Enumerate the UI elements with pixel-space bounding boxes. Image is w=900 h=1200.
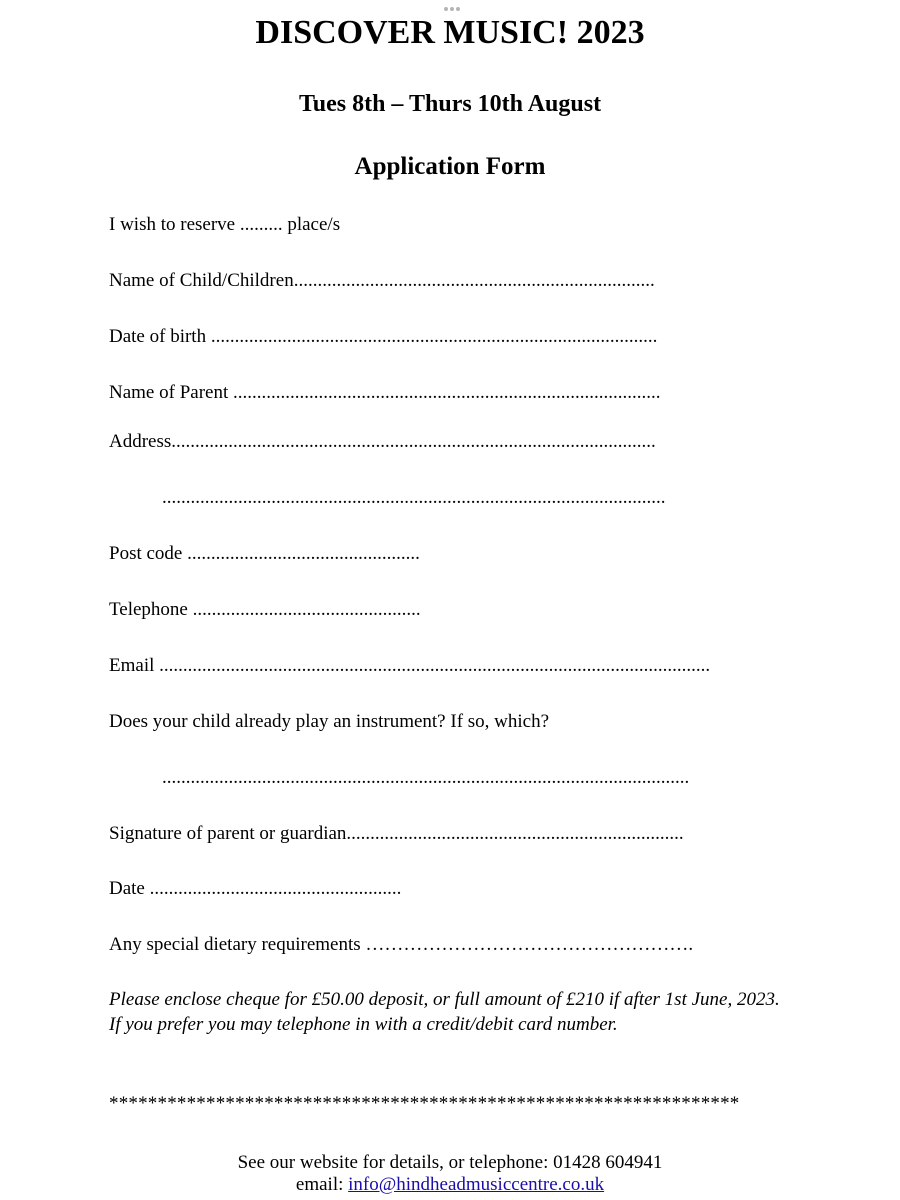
payment-notes [109, 987, 799, 1037]
form-title: Application Form [354, 153, 546, 180]
address-field-line-2: .......................................................................................................... [162, 487, 666, 508]
email-label: email: [295, 1174, 344, 1195]
page-title: DISCOVER MUSIC! 2023 [255, 14, 645, 51]
deposit-note: Please enclose cheque for £50.00 deposit, or full amount of £210 if after 1st June, 2023. [109, 989, 780, 1010]
telephone-field: Telephone ................................................ [109, 599, 421, 620]
email-link[interactable]: info@hindheadmusiccentre.co.uk [348, 1174, 605, 1195]
instrument-question: Does your child already play an instrument? If so, which? [109, 711, 550, 732]
child-name-field: Name of Child/Children............................................................................ [109, 270, 655, 291]
date-field: Date ..................................................... [109, 878, 402, 899]
footer-email [0, 1173, 900, 1197]
postcode-field: Post code ................................................. [109, 543, 420, 564]
email-field: Email .................................................................................................................... [109, 655, 711, 676]
reserve-places-field: I wish to reserve ......... place/s [109, 214, 341, 235]
event-dates: Tues 8th – Thurs 10th August [298, 91, 602, 117]
footer-contact: See our website for details, or telephone: 01428 604941 [237, 1152, 663, 1173]
card-payment-note: If you prefer you may telephone in with a credit/debit card number. [109, 1014, 618, 1035]
instrument-answer-field: ............................................................................................................... [162, 767, 690, 788]
signature-field: Signature of parent or guardian....................................................................... [109, 823, 684, 844]
parent-name-field: Name of Parent .......................................................................................... [109, 382, 661, 403]
address-field: Address...................................................................................................... [109, 431, 656, 452]
dietary-requirements-field: Any special dietary requirements ……………………………………………. [109, 934, 694, 955]
date-of-birth-field: Date of birth .............................................................................................. [109, 326, 658, 347]
separator: ***************************************************************** [109, 1093, 740, 1114]
